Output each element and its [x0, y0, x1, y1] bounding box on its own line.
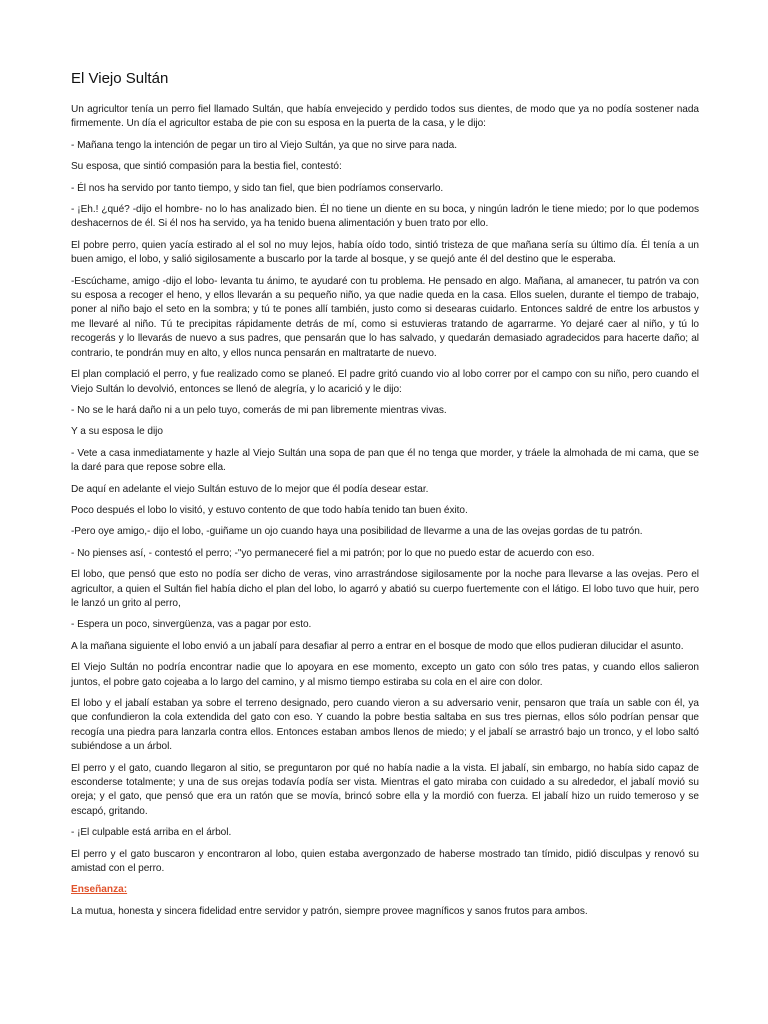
paragraph: - Mañana tengo la intención de pegar un tiro al Viejo Sultán, ya que no sirve para nada. [71, 139, 457, 151]
document-title: El Viejo Sultán [71, 70, 169, 87]
paragraph: Y a su esposa le dijo [71, 426, 163, 438]
paragraph: El plan complació el perro, y fue realizado como se planeó. El padre gritó cuando vio al lobo correr por el campo con su niño, pero cuando el Viejo Sultán lo devolvió, entonces se llenó de alegría, y lo acarició y le dijo: [71, 369, 699, 395]
paragraph: Poco después el lobo lo visitó, y estuvo contento de que todo había tenido tan buen éxito. [71, 504, 468, 516]
paragraph: Un agricultor tenía un perro fiel llamado Sultán, que había envejecido y perdido todos sus dientes, de modo que ya no podía sostener nada firmemente. Un día el agricultor estaba de pie con su esposa en la puerta de la casa, y le dijo: [71, 104, 699, 130]
moral-heading: Enseñanza: [71, 884, 128, 896]
paragraph: - Él nos ha servido por tanto tiempo, y sido tan fiel, que bien podríamos conservarlo. [71, 182, 444, 194]
paragraph: A la mañana siguiente el lobo envió a un jabalí para desafiar al perro a entrar en el bosque de modo que ellos pudieran dilucidar el asunto. [71, 640, 684, 652]
paragraph: - ¡El culpable está arriba en el árbol. [71, 827, 232, 839]
paragraph: Su esposa, que sintió compasión para la bestia fiel, contestó: [71, 161, 342, 173]
paragraph: El perro y el gato buscaron y encontraron al lobo, quien estaba avergonzado de haberse mostrado tan tímido, pidió disculpas y renovó su amistad con el perro. [71, 848, 699, 875]
paragraph: - Vete a casa inmediatamente y hazle al Viejo Sultán una sopa de pan que él no tenga que morder, y tráele la almohada de mi cama, que se la daré para que repose sobre ella. [71, 447, 699, 474]
paragraph: - ¡Eh.! ¿qué? -dijo el hombre- no lo has analizado bien. Él no tiene un diente en su boca, y ningún ladrón le tiene miedo; por lo que podemos deshacernos de él. Si él nos ha servido, ya ha tenido buena alimentación y buen trato por ello. [71, 204, 699, 230]
paragraph: - No pienses así, - contestó el perro; -"yo permaneceré fiel a mi patrón; por lo que no puedo estar de acuerdo con eso. [71, 547, 595, 559]
paragraph: - Espera un poco, sinvergüenza, vas a pagar por esto. [71, 619, 312, 631]
paragraph: De aquí en adelante el viejo Sultán estuvo de lo mejor que él podía desear estar. [71, 483, 429, 495]
paragraph: -Escúchame, amigo -dijo el lobo- levanta tu ánimo, te ayudaré con tu problema. He pensado en algo. Mañana, al amanecer, tu patrón va con su esposa a recoger el heno, y ellos llevarán a su pequeño niño, ya que nadie queda en la casa. Ellos suelen, durante el tiempo de trabajo, poner al niño bajo el seto en la sombra; y tú te pones allí también, justo como si desearas cuidarlo. Entonces saldré de entre los arbustos y me llevaré al niño. Tú te precipitas rápidamente detrás de mí, como si estuvieras tratando de agarrarme. Yo dejaré caer al niño, y tú lo recogerás y lo llevarás de nuevo a sus padres, que pensarán que lo has salvado, y quedarán demasiado agradecidos para hacerte daño; al contrario, te pondrán muy en alto, y ellos nunca pensarán en maltratarte de nuevo. [71, 275, 699, 359]
moral-text: La mutua, honesta y sincera fidelidad entre servidor y patrón, siempre provee magníficos y sanos frutos para ambos. [71, 905, 588, 917]
paragraph: El lobo y el jabalí estaban ya sobre el terreno designado, pero cuando vieron a su adversario venir, pensaron que traía un sable con él, ya que confundieron la cola extendida del gato con eso. Y cuando la pobre bestia saltaba en sus tres piernas, ellos sólo podrían pensar que recogía una piedra para lanzarla contra ellos. Entonces estaban ambos llenos de miedo; y el jabalí se arrastró bajo un tronco, y el lobo saltó subiéndose a un árbol. [71, 698, 699, 753]
paragraph: - No se le hará daño ni a un pelo tuyo, comerás de mi pan libremente mientras vivas. [71, 404, 447, 416]
paragraph: El pobre perro, quien yacía estirado al el sol no muy lejos, había oído todo, sintió tristeza de que mañana sería su último día. Él tenía a un buen amigo, el lobo, y salió sigilosamente a buscarlo por la tarde al bosque, y se quejó ante él del destino que le esperaba. [71, 239, 699, 266]
paragraph: El lobo, que pensó que esto no podía ser dicho de veras, vino arrastrándose sigilosamente por la noche para llevarse a las ovejas. Pero el agricultor, a quien el Sultán fiel había dicho el plan del lobo, lo agarró y abatió su cuerpo fuertemente con el látigo. El lobo tuvo que huir, pero le lanzó un grito al perro, [71, 569, 699, 609]
paragraph: -Pero oye amigo,- dijo el lobo, -guiñame un ojo cuando haya una posibilidad de llevarme a una de las ovejas gordas de tu patrón. [71, 526, 643, 538]
paragraph: El perro y el gato, cuando llegaron al sitio, se preguntaron por qué no había nadie a la vista. El jabalí, sin embargo, no había sido capaz de esconderse totalmente; y una de sus orejas todavía podía ser vista. Mientras el gato miraba con cuidado a su alrededor, el jabalí movió su oreja; y el gato, que pensó que era un ratón que se movía, brincó sobre ella y la mordió con fuerza. El jabalí hizo un ruido temeroso y se escapó, gritando. [71, 762, 699, 817]
document-page [71, 70, 699, 926]
paragraph: El Viejo Sultán no podría encontrar nadie que lo apoyara en ese momento, excepto un gato con sólo tres patas, y cuando ellos salieron juntos, el pobre gato cojeaba a lo largo del camino, y al mismo tiempo estiraba su cola en el aire con dolor. [71, 662, 699, 688]
